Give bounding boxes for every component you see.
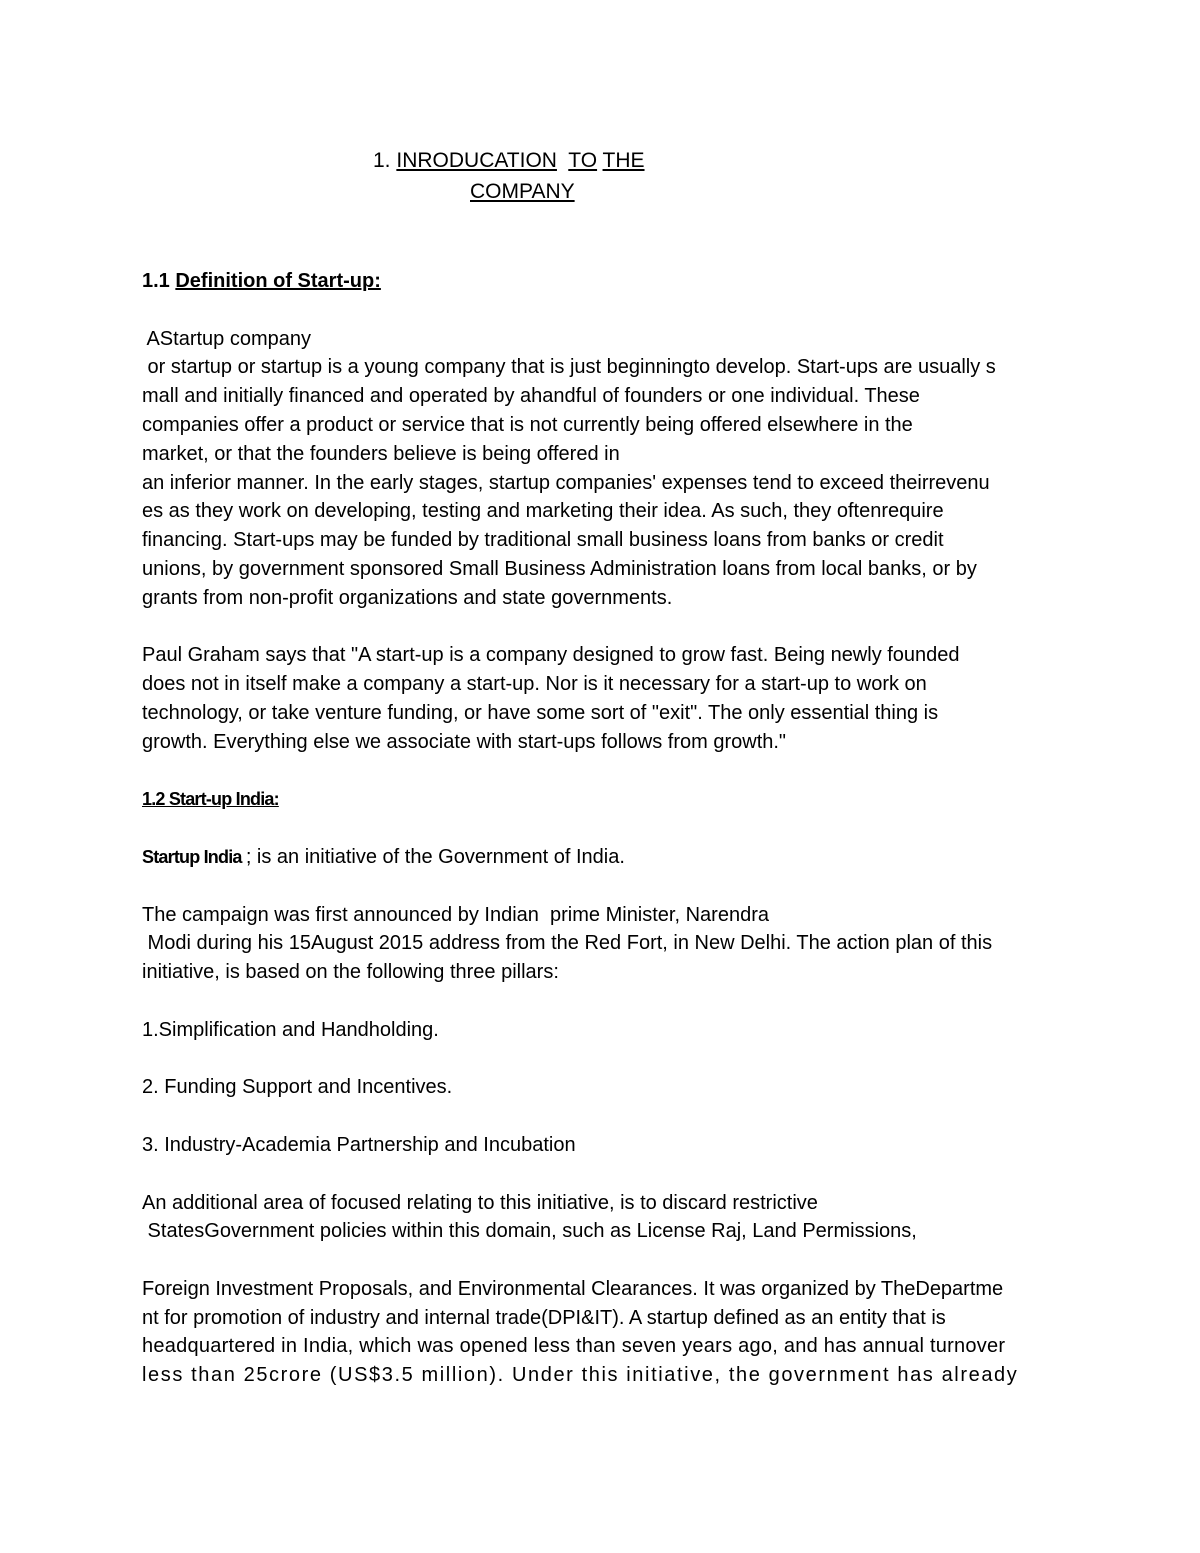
quote-line: technology, or take venture funding, or have some sort of "exit". The only essential thing is bbox=[142, 701, 939, 724]
paragraph-line: mall and initially financed and operated by ahandful of founders or one individual. These bbox=[142, 385, 920, 408]
title-number: 1. bbox=[373, 149, 397, 172]
pillar-item: 3. Industry-Academia Partnership and Incubation bbox=[142, 1133, 576, 1156]
final-line: less than 25crore (US$3.5 million). Under this initiative, the government has already bbox=[142, 1364, 1019, 1387]
section-2-heading: 1.2 Start-up India: bbox=[142, 789, 279, 810]
title-line-2: COMPANY bbox=[470, 180, 575, 203]
paragraph-line: or startup or startup is a young company that is just beginningto develop. Start-ups are usually s bbox=[142, 356, 996, 379]
final-line: headquartered in India, which was opened less than seven years ago, and has annual turnover bbox=[142, 1335, 1006, 1358]
document-body bbox=[142, 267, 1072, 1390]
additional-line: An additional area of focused relating to this initiative, is to discard restrictive bbox=[142, 1191, 818, 1214]
paragraph-line: an inferior manner. In the early stages, startup companies' expenses tend to exceed theirrevenu bbox=[142, 471, 990, 494]
paragraph-line: es as they work on developing, testing and marketing their idea. As such, they oftenrequire bbox=[142, 500, 944, 523]
section-1-title: Definition of Start-up: bbox=[175, 270, 381, 292]
quote-line: does not in itself make a company a start-up. Nor is it necessary for a start-up to work on bbox=[142, 673, 927, 696]
title-line-1 bbox=[373, 146, 645, 176]
startup-india-rest: ; is an initiative of the Government of India. bbox=[245, 845, 625, 868]
paragraph-line: market, or that the founders believe is being offered in bbox=[142, 442, 620, 465]
quote-line: Paul Graham says that "A start-up is a company designed to grow fast. Being newly founded bbox=[142, 644, 960, 667]
quote-line: growth. Everything else we associate with start-ups follows from growth." bbox=[142, 730, 787, 753]
paragraph-line: AStartup company bbox=[142, 327, 311, 350]
final-line: nt for promotion of industry and internal trade(DPI&IT). A startup defined as an entity that is bbox=[142, 1306, 946, 1329]
section-1-heading bbox=[142, 267, 1072, 296]
campaign-line: Modi during his 15August 2015 address from the Red Fort, in New Delhi. The action plan of this bbox=[142, 932, 993, 955]
startup-india-bold: Startup India bbox=[142, 846, 246, 867]
paragraph-line: companies offer a product or service that is not currently being offered elsewhere in the bbox=[142, 413, 913, 436]
pillar-item: 1.Simplification and Handholding. bbox=[142, 1018, 439, 1041]
title-word-to: TO bbox=[568, 149, 598, 172]
title-word-the: THE bbox=[602, 149, 645, 172]
startup-india-line bbox=[142, 843, 1072, 872]
section-1-number: 1.1 bbox=[142, 270, 176, 292]
additional-line: StatesGovernment policies within this domain, such as License Raj, Land Permissions, bbox=[142, 1220, 917, 1243]
final-line: Foreign Investment Proposals, and Environmental Clearances. It was organized by TheDepartme bbox=[142, 1277, 1004, 1300]
campaign-line: The campaign was first announced by Indian prime Minister, Narendra bbox=[142, 903, 769, 926]
paragraph-line: financing. Start-ups may be funded by traditional small business loans from banks or credit bbox=[142, 529, 944, 552]
campaign-line: initiative, is based on the following three pillars: bbox=[142, 961, 559, 984]
title-word-introduction: INRODUCATION bbox=[396, 149, 557, 172]
paragraph-line: unions, by government sponsored Small Business Administration loans from local banks, or by bbox=[142, 557, 977, 580]
pillar-item: 2. Funding Support and Incentives. bbox=[142, 1076, 453, 1099]
paragraph-line: grants from non-profit organizations and state governments. bbox=[142, 586, 673, 609]
